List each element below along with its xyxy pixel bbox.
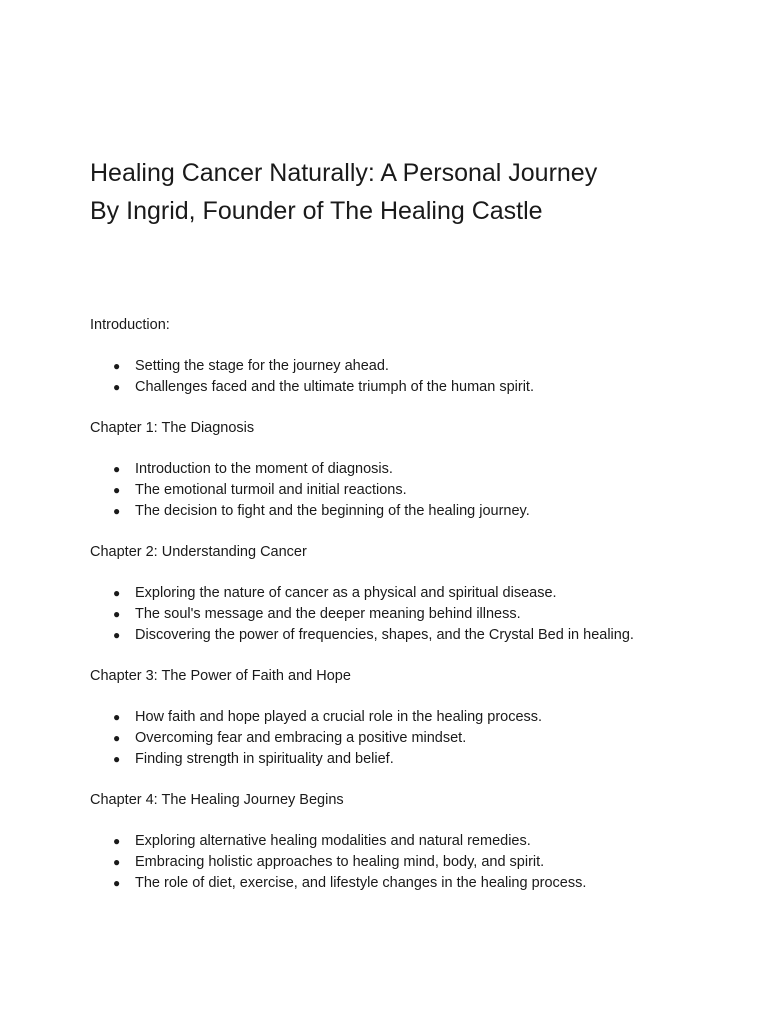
list-item: [90, 852, 730, 873]
list-item: [90, 707, 730, 728]
list-item: [90, 728, 730, 749]
list-item: [90, 480, 730, 501]
list-item: [90, 625, 730, 646]
bullet-list-introduction: [90, 356, 730, 398]
title-line-1: Healing Cancer Naturally: A Personal Journey: [90, 159, 598, 187]
bullet-icon: ●: [113, 483, 121, 497]
section-heading-chapter-3: Chapter 3: The Power of Faith and Hope: [90, 668, 351, 684]
list-item: [90, 749, 730, 770]
list-item-text: The emotional turmoil and initial reactions.: [135, 482, 407, 498]
bullet-icon: ●: [113, 855, 121, 869]
bullet-icon: ●: [113, 834, 121, 848]
list-item-text: The role of diet, exercise, and lifestyle changes in the healing process.: [135, 875, 587, 891]
list-item-text: The decision to fight and the beginning of the healing journey.: [135, 503, 530, 519]
list-item: [90, 459, 730, 480]
bullet-icon: ●: [113, 710, 121, 724]
bullet-icon: ●: [113, 504, 121, 518]
bullet-list-chapter-4: [90, 831, 730, 894]
document-body: [90, 315, 730, 914]
list-item-text: Challenges faced and the ultimate triumph of the human spirit.: [135, 379, 534, 395]
section-heading-chapter-2: Chapter 2: Understanding Cancer: [90, 544, 307, 560]
section-heading-chapter-4: Chapter 4: The Healing Journey Begins: [90, 792, 344, 808]
list-item-text: Setting the stage for the journey ahead.: [135, 358, 389, 374]
list-item: [90, 583, 730, 604]
bullet-icon: ●: [113, 628, 121, 642]
list-item: [90, 377, 730, 398]
bullet-icon: ●: [113, 359, 121, 373]
list-item-text: The soul's message and the deeper meaning behind illness.: [135, 606, 521, 622]
list-item-text: Embracing holistic approaches to healing mind, body, and spirit.: [135, 854, 545, 870]
bullet-icon: ●: [113, 462, 121, 476]
bullet-icon: ●: [113, 876, 121, 890]
section-heading-introduction: Introduction:: [90, 317, 170, 333]
list-item-text: Overcoming fear and embracing a positive mindset.: [135, 730, 467, 746]
document-title: [90, 154, 730, 230]
list-item: [90, 873, 730, 894]
list-item-text: Introduction to the moment of diagnosis.: [135, 461, 393, 477]
list-item-text: How faith and hope played a crucial role in the healing process.: [135, 709, 543, 725]
bullet-list-chapter-1: [90, 459, 730, 522]
list-item-text: Finding strength in spirituality and belief.: [135, 751, 394, 767]
bullet-list-chapter-3: [90, 707, 730, 770]
list-item-text: Exploring the nature of cancer as a physical and spiritual disease.: [135, 585, 557, 601]
bullet-icon: ●: [113, 380, 121, 394]
bullet-icon: ●: [113, 586, 121, 600]
title-line-2: By Ingrid, Founder of The Healing Castle: [90, 197, 543, 225]
bullet-list-chapter-2: [90, 583, 730, 646]
list-item: [90, 356, 730, 377]
list-item-text: Exploring alternative healing modalities and natural remedies.: [135, 833, 531, 849]
bullet-icon: ●: [113, 607, 121, 621]
bullet-icon: ●: [113, 752, 121, 766]
list-item-text: Discovering the power of frequencies, shapes, and the Crystal Bed in healing.: [135, 627, 634, 643]
bullet-icon: ●: [113, 731, 121, 745]
list-item: [90, 501, 730, 522]
section-heading-chapter-1: Chapter 1: The Diagnosis: [90, 420, 255, 436]
list-item: [90, 831, 730, 852]
list-item: [90, 604, 730, 625]
